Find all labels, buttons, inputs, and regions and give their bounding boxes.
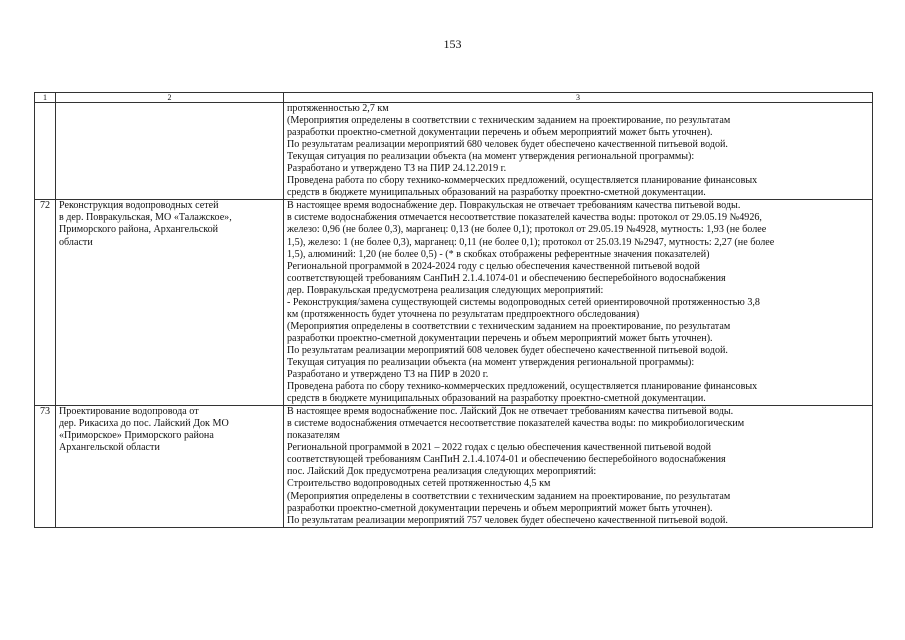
description-line: средств в бюджете муниципальных образований на разработку проектно-сметной документации.: [287, 187, 706, 199]
description-line: Строительство водопроводных сетей протяженностью 4,5 км: [287, 478, 551, 490]
description-line: В настоящее время водоснабжение пос. Лайский Док не отвечает требованиям качества питьевой воды.: [287, 406, 734, 418]
object-name-line: Реконструкция водопроводных сетей: [59, 200, 219, 212]
table-row: [35, 103, 873, 200]
description-line: разработки проектно-сметной документации перечень и объем мероприятий может быть уточнен).: [287, 332, 713, 344]
description-line: Региональной программой в 2021 – 2022 годах с целью обеспечения качественной питьевой водой: [287, 442, 712, 454]
column-number-3: 3: [284, 93, 873, 103]
description-line: Текущая ситуация по реализации объекта (на момент утверждения региональной программы):: [287, 356, 695, 368]
description-line: Проведена работа по сбору технико-коммерческих предложений, осуществляется планирование финансовых: [287, 381, 758, 393]
object-name-line: дер. Рикасиха до пос. Лайский Док МО: [59, 418, 229, 430]
description-line: (Мероприятия определены в соответствии с техническим заданием на проектирование, по результатам: [287, 115, 731, 127]
description-line: По результатам реализации мероприятий 680 человек будет обеспечено качественной питьевой водой.: [287, 139, 728, 151]
page-number: 153: [443, 37, 462, 51]
description-line: железо: 0,96 (не более 0,3), марганец: 0,13 (не более 0,1); протокол от 29.05.19 №4928, мутность: 1,93 (не более: [287, 224, 767, 236]
description-line: соответствующей требованиям СанПиН 2.1.4.1074-01 и обеспечению бесперебойного водоснабжения: [287, 454, 726, 466]
description-line: Региональной программой в 2024-2024 году с целью обеспечения качественной питьевой водой: [287, 260, 700, 272]
description-line: По результатам реализации мероприятий 608 человек будет обеспечено качественной питьевой водой.: [287, 344, 728, 356]
description-line: дер. Повракульская предусмотрена реализация следующих мероприятий:: [287, 284, 604, 296]
object-name-line: в дер. Повракульская, МО «Талажское»,: [59, 212, 232, 224]
description-line: Проведена работа по сбору технико-коммерческих предложений, осуществляется планирование финансовых: [287, 175, 758, 187]
description-line: 1,5), алюминий: 1,20 (не более 0,5) - (* в скобках отображены референтные значения показателей): [287, 248, 710, 260]
description-line: км (протяженность будет уточнена по результатам предпроектного обследования): [287, 308, 640, 320]
row-number: 73: [35, 406, 56, 527]
row-number: [35, 103, 56, 200]
object-name-cell: [56, 103, 284, 200]
column-numbers-row: [35, 93, 873, 103]
object-name-line: Приморского района, Архангельской: [59, 224, 219, 236]
object-name-line: Архангельской области: [59, 442, 160, 454]
object-name-cell: [56, 406, 284, 527]
description-line: 1,5), железо: 1 (не более 0,3), марганец: 0,11 (не более 0,1); протокол от 25.03.19 №2947, мутность: 2,27 (не более: [287, 236, 775, 248]
description-line: пос. Лайский Док предусмотрена реализация следующих мероприятий:: [287, 466, 597, 478]
description-line: разработки проектно-сметной документации перечень и объем мероприятий может быть уточнен).: [287, 502, 713, 514]
description-line: в системе водоснабжения отмечается несоответствие показателей качества воды: протокол от 29.05.19 №4926,: [287, 212, 762, 224]
object-name-cell: [56, 200, 284, 406]
description-cell: [284, 406, 873, 527]
object-name-line: «Приморское» Приморского района: [59, 430, 214, 442]
description-line: Разработано и утверждено ТЗ на ПИР 24.12.2019 г.: [287, 163, 507, 175]
description-line: (Мероприятия определены в соответствии с техническим заданием на проектирование, по результатам: [287, 320, 731, 332]
row-number: 72: [35, 200, 56, 406]
description-cell: [284, 200, 873, 406]
description-line: средств в бюджете муниципальных образований на разработку проектно-сметной документации.: [287, 393, 706, 405]
program-table: [34, 92, 873, 528]
description-line: в системе водоснабжения отмечается несоответствие показателей качества воды: по микробиологическим: [287, 418, 745, 430]
object-name-line: Проектирование водопровода от: [59, 406, 199, 418]
description-cell: [284, 103, 873, 200]
description-line: Разработано и утверждено ТЗ на ПИР в 2020 г.: [287, 369, 489, 381]
description-line: разработки проектно-сметной документации перечень и объем мероприятий может быть уточнен).: [287, 127, 713, 139]
description-line: соответствующей требованиям СанПиН 2.1.4.1074-01 и обеспечению бесперебойного водоснабжения: [287, 272, 726, 284]
table-row: [35, 406, 873, 527]
description-line: - Реконструкция/замена существующей системы водопроводных сетей ориентировочной протяженностью 3,8: [287, 296, 760, 308]
object-name-line: области: [59, 236, 93, 248]
description-line: (Мероприятия определены в соответствии с техническим заданием на проектирование, по результатам: [287, 490, 731, 502]
description-line: показателям: [287, 430, 340, 442]
description-line: В настоящее время водоснабжение дер. Повракульская не отвечает требованиям качества питьевой воды.: [287, 200, 741, 212]
description-line: протяженностью 2,7 км: [287, 103, 389, 114]
column-number-2: 2: [56, 93, 284, 103]
table-row: [35, 200, 873, 406]
column-number-1: 1: [35, 93, 56, 103]
description-line: Текущая ситуация по реализации объекта (на момент утверждения региональной программы):: [287, 151, 695, 163]
description-line: По результатам реализации мероприятий 757 человек будет обеспечено качественной питьевой водой.: [287, 514, 728, 526]
